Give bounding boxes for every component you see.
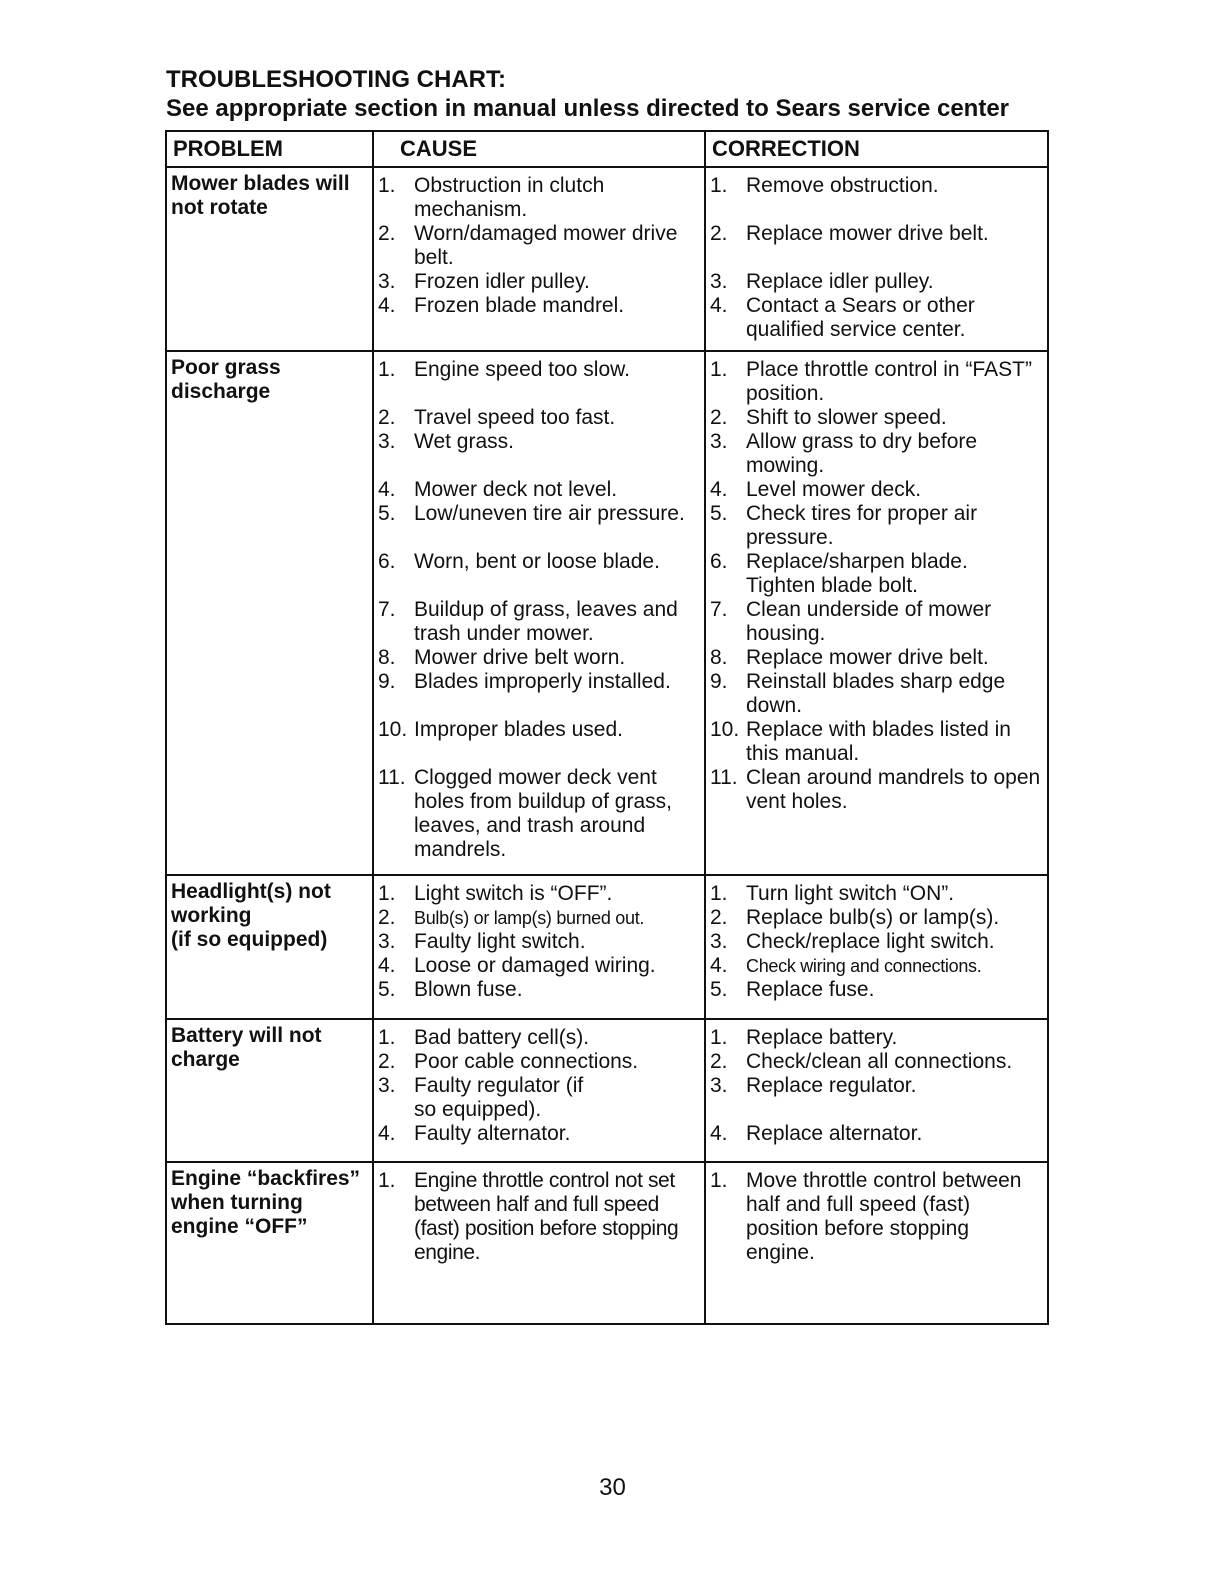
item-text: Worn/damaged mower drive belt.	[414, 222, 678, 269]
item-text: Faulty regulator (if so equipped).	[414, 1074, 584, 1121]
item-text: Replace mower drive belt.	[746, 646, 989, 669]
item-text: Reinstall blades sharp edge down.	[746, 670, 1006, 717]
item-number: 2.	[710, 906, 728, 929]
problem-text: engine “OFF”	[171, 1215, 308, 1238]
list-item	[710, 978, 1041, 1002]
list-item	[710, 670, 1041, 718]
list-item	[710, 1026, 1041, 1050]
item-text: Obstruction in clutch mechanism.	[414, 174, 605, 221]
problem-header: PROBLEM	[166, 131, 373, 167]
item-number: 3.	[710, 270, 728, 293]
item-number: 4.	[710, 478, 728, 501]
list-item	[710, 718, 1041, 766]
list-item	[710, 882, 1041, 906]
page-number: 30	[599, 1474, 626, 1501]
item-number: 1.	[710, 1169, 728, 1192]
item-text: Move throttle control between half and full speed (fast) position before stopping engine.	[746, 1169, 1022, 1264]
correction-cell	[705, 351, 1048, 875]
item-text: Replace alternator.	[746, 1122, 923, 1145]
list-item	[378, 766, 698, 862]
item-number: 2.	[710, 1050, 728, 1073]
item-number: 4.	[378, 478, 396, 501]
item-text: Level mower deck.	[746, 478, 922, 501]
list-item	[378, 478, 698, 502]
item-text: Clean underside of mower housing.	[746, 598, 992, 645]
chart-subtitle: See appropriate section in manual unless directed to Sears service center	[166, 95, 1009, 122]
item-number: 1.	[378, 358, 396, 381]
item-number: 3.	[378, 930, 396, 953]
item-text: Replace regulator.	[746, 1074, 917, 1097]
item-text: Replace/sharpen blade. Tighten blade bolt.	[746, 550, 968, 597]
item-number: 6.	[378, 550, 396, 573]
list-item	[710, 906, 1041, 930]
list-item	[378, 598, 698, 646]
item-text: Replace fuse.	[746, 978, 875, 1001]
item-text: Remove obstruction.	[746, 174, 939, 197]
item-number: 2.	[378, 1050, 396, 1073]
item-text: Clogged mower deck vent holes from buildup of grass, leaves, and trash around mandrels.	[414, 766, 672, 861]
item-number: 11.	[378, 766, 406, 789]
list-item	[710, 1122, 1041, 1146]
item-text: Improper blades used.	[414, 718, 623, 741]
item-text: Place throttle control in “FAST” position.	[746, 358, 1032, 405]
item-number: 3.	[378, 270, 396, 293]
list-item	[378, 1026, 698, 1050]
table-row	[166, 351, 1048, 875]
list-item	[378, 718, 698, 742]
item-text: Travel speed too fast.	[414, 406, 616, 429]
item-text: Engine speed too slow.	[414, 358, 630, 381]
list-item	[710, 598, 1041, 646]
problem-text: discharge	[171, 380, 271, 403]
correction-cell	[705, 875, 1048, 1019]
list-item	[378, 222, 698, 270]
list-item	[710, 930, 1041, 954]
item-number: 5.	[378, 502, 396, 525]
list-item	[710, 406, 1041, 430]
list-item	[378, 358, 698, 382]
item-number: 8.	[378, 646, 396, 669]
correction-header: CORRECTION	[705, 131, 1048, 167]
item-number: 3.	[710, 430, 728, 453]
problem-cell	[166, 1162, 373, 1324]
item-number: 3.	[378, 430, 396, 453]
item-text: Replace battery.	[746, 1026, 898, 1049]
list-item	[378, 502, 698, 526]
list-item	[378, 1074, 698, 1122]
item-number: 4.	[378, 294, 396, 317]
correction-cell	[705, 167, 1048, 351]
problem-cell	[166, 351, 373, 875]
list-item	[378, 430, 698, 454]
correction-cell	[705, 1019, 1048, 1162]
item-number: 9.	[710, 670, 728, 693]
item-number: 5.	[710, 978, 728, 1001]
list-item	[378, 954, 698, 978]
list-item	[378, 1050, 698, 1074]
item-text: Wet grass.	[414, 430, 514, 453]
list-item	[710, 294, 1041, 342]
item-number: 5.	[378, 978, 396, 1001]
problem-cell	[166, 1019, 373, 1162]
problem-text: Engine “backfires”	[171, 1167, 361, 1190]
list-item	[710, 550, 1041, 598]
problem-text: Battery will not	[171, 1024, 322, 1047]
table-row	[166, 1019, 1048, 1162]
list-item	[710, 358, 1041, 406]
item-text: Check/clean all connections.	[746, 1050, 1013, 1073]
list-item	[710, 174, 1041, 198]
item-text: Contact a Sears or other qualified service center.	[746, 294, 975, 341]
list-item	[378, 174, 698, 222]
cause-cell	[373, 351, 705, 875]
list-item	[710, 646, 1041, 670]
item-text: Engine throttle control not set between half and full speed (fast) position before stopping engine.	[414, 1169, 679, 1264]
problem-text: charge	[171, 1048, 240, 1071]
item-number: 7.	[710, 598, 728, 621]
chart-title: TROUBLESHOOTING CHART:	[166, 66, 506, 93]
problem-text: Poor grass	[171, 356, 281, 379]
item-number: 1.	[378, 1026, 396, 1049]
item-number: 2.	[378, 222, 396, 245]
problem-cell	[166, 875, 373, 1019]
item-number: 2.	[378, 406, 396, 429]
item-text: Replace mower drive belt.	[746, 222, 989, 245]
list-item	[378, 294, 698, 318]
item-text: Check tires for proper air pressure.	[746, 502, 978, 549]
problem-cell	[166, 167, 373, 351]
item-number: 1.	[378, 882, 396, 905]
item-number: 5.	[710, 502, 728, 525]
item-text: Check wiring and connections.	[746, 956, 982, 976]
item-text: Bad battery cell(s).	[414, 1026, 590, 1049]
item-text: Clean around mandrels to open vent holes.	[746, 766, 1041, 813]
item-text: Loose or damaged wiring.	[414, 954, 656, 977]
item-text: Blades improperly installed.	[414, 670, 671, 693]
item-text: Faulty light switch.	[414, 930, 586, 953]
problem-text: Headlight(s) not	[171, 880, 331, 903]
item-text: Mower drive belt worn.	[414, 646, 626, 669]
item-number: 4.	[710, 954, 728, 977]
item-number: 8.	[710, 646, 728, 669]
item-number: 7.	[378, 598, 396, 621]
list-item	[710, 954, 1041, 978]
item-text: Frozen blade mandrel.	[414, 294, 625, 317]
table-header-row	[166, 131, 1048, 167]
item-text: Allow grass to dry before mowing.	[746, 430, 978, 477]
item-text: Poor cable connections.	[414, 1050, 639, 1073]
list-item	[378, 670, 698, 694]
list-item	[710, 1050, 1041, 1074]
item-number: 2.	[710, 222, 728, 245]
item-text: Blown fuse.	[414, 978, 523, 1001]
list-item	[710, 430, 1041, 478]
item-number: 1.	[710, 358, 728, 381]
cause-header: CAUSE	[373, 131, 705, 167]
list-item	[710, 766, 1041, 814]
item-text: Frozen idler pulley.	[414, 270, 590, 293]
item-text: Bulb(s) or lamp(s) burned out.	[414, 908, 645, 928]
item-number: 10.	[710, 718, 740, 741]
item-number: 4.	[378, 1122, 396, 1145]
list-item	[378, 406, 698, 430]
list-item	[710, 270, 1041, 294]
list-item	[378, 1122, 698, 1146]
problem-text: not rotate	[171, 196, 268, 219]
item-number: 2.	[710, 406, 728, 429]
correction-cell	[705, 1162, 1048, 1324]
list-item	[378, 930, 698, 954]
list-item	[378, 550, 698, 574]
cause-cell	[373, 167, 705, 351]
item-number: 3.	[378, 1074, 396, 1097]
list-item	[710, 1169, 1041, 1265]
item-text: Low/uneven tire air pressure.	[414, 502, 685, 525]
table-row	[166, 1162, 1048, 1324]
item-number: 10.	[378, 718, 408, 741]
problem-text: working	[171, 904, 252, 927]
item-number: 9.	[378, 670, 396, 693]
item-text: Replace with blades listed in this manual.	[746, 718, 1011, 765]
list-item	[710, 222, 1041, 246]
list-item	[710, 502, 1041, 550]
list-item	[378, 978, 698, 1002]
list-item	[710, 1074, 1041, 1098]
item-number: 1.	[378, 174, 396, 197]
item-number: 3.	[710, 930, 728, 953]
item-text: Faulty alternator.	[414, 1122, 571, 1145]
item-text: Mower deck not level.	[414, 478, 618, 501]
item-text: Turn light switch “ON”.	[746, 882, 955, 905]
item-text: Shift to slower speed.	[746, 406, 947, 429]
list-item	[378, 646, 698, 670]
item-number: 1.	[378, 1169, 396, 1192]
problem-text: Mower blades will	[171, 172, 350, 195]
table-row	[166, 167, 1048, 351]
problem-text: (if so equipped)	[171, 928, 328, 951]
item-number: 1.	[710, 174, 728, 197]
item-number: 1.	[710, 882, 728, 905]
table-row	[166, 875, 1048, 1019]
list-item	[378, 906, 698, 930]
list-item	[710, 478, 1041, 502]
item-text: Worn, bent or loose blade.	[414, 550, 660, 573]
item-text: Replace bulb(s) or lamp(s).	[746, 906, 1000, 929]
item-number: 1.	[710, 1026, 728, 1049]
item-number: 4.	[378, 954, 396, 977]
cause-cell	[373, 875, 705, 1019]
item-text: Check/replace light switch.	[746, 930, 995, 953]
cause-cell	[373, 1162, 705, 1324]
item-text: Buildup of grass, leaves and trash under mower.	[414, 598, 678, 645]
problem-text: when turning	[171, 1191, 303, 1214]
list-item	[378, 1169, 698, 1265]
item-number: 6.	[710, 550, 728, 573]
list-item	[378, 882, 698, 906]
item-number: 2.	[378, 906, 396, 929]
item-number: 11.	[710, 766, 738, 789]
cause-cell	[373, 1019, 705, 1162]
list-item	[378, 270, 698, 294]
item-text: Light switch is “OFF”.	[414, 882, 613, 905]
item-number: 3.	[710, 1074, 728, 1097]
troubleshooting-table	[165, 130, 1049, 1325]
item-text: Replace idler pulley.	[746, 270, 934, 293]
item-number: 4.	[710, 294, 728, 317]
item-number: 4.	[710, 1122, 728, 1145]
